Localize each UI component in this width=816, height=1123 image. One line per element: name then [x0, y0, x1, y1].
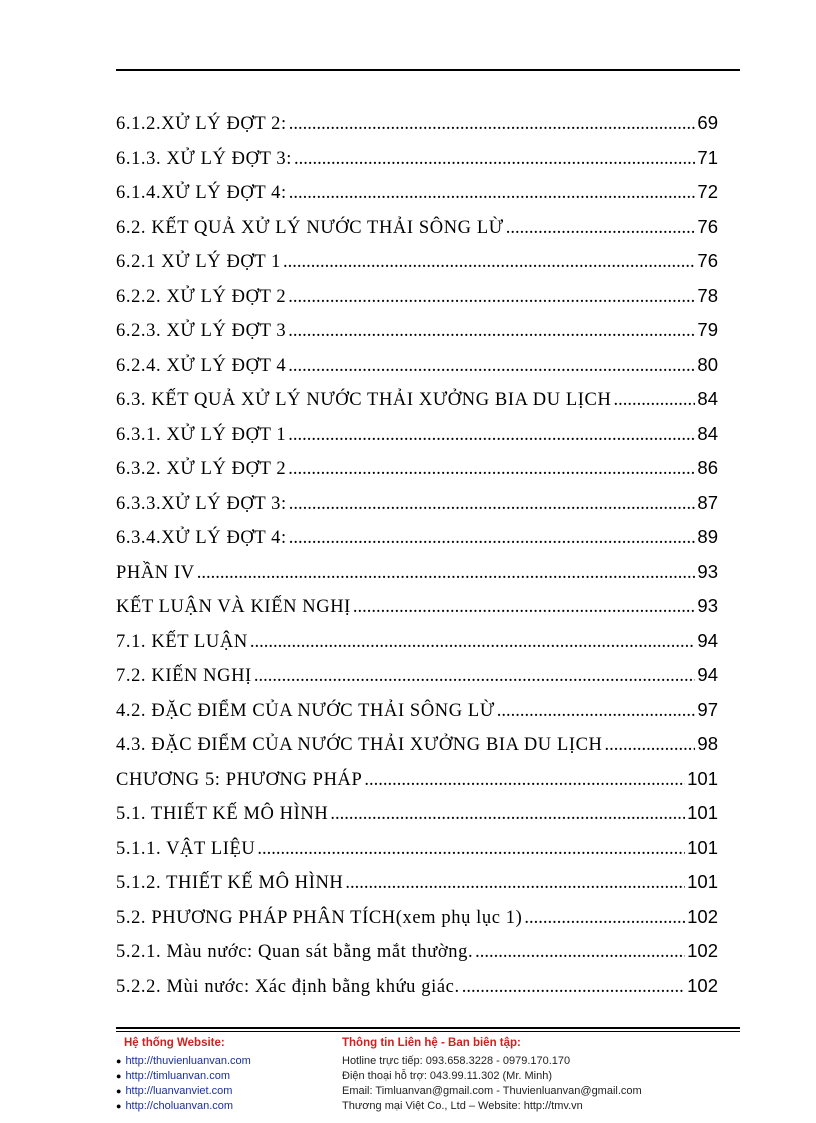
toc-entry-title: 6.3.2. XỬ LÝ ĐỢT 2: [116, 459, 287, 479]
table-of-contents: [116, 112, 718, 1009]
toc-entry-title: 4.3. ĐẶC ĐIỂM CỦA NƯỚC THẢI XƯỞNG BIA DU LỊCH: [116, 735, 603, 755]
bullet-icon: ●: [116, 1086, 122, 1096]
toc-entry[interactable]: [116, 975, 718, 1010]
toc-page-number: 101: [687, 836, 718, 858]
toc-entry-title: 6.2.4. XỬ LÝ ĐỢT 4: [116, 355, 287, 376]
toc-entry-title: 6.2.2. XỬ LÝ ĐỢT 2: [116, 286, 287, 307]
toc-entry[interactable]: [116, 112, 718, 147]
toc-dot-leader: [605, 735, 696, 756]
toc-entry[interactable]: [116, 664, 718, 699]
toc-page-number: 102: [687, 940, 718, 961]
toc-entry[interactable]: [116, 630, 718, 665]
toc-dot-leader: [197, 563, 696, 584]
toc-entry-title: CHƯƠNG 5: PHƯƠNG PHÁP: [116, 769, 363, 790]
website-list: [116, 1037, 326, 1114]
toc-page-number: 94: [697, 664, 718, 685]
toc-dot-leader: [289, 494, 696, 515]
toc-entry[interactable]: [116, 802, 718, 837]
toc-entry-title: 6.3.4.XỬ LÝ ĐỢT 4:: [116, 528, 287, 548]
toc-page-number: 71: [697, 146, 718, 168]
footer-rule-thin: [116, 1031, 740, 1032]
toc-page-number: 102: [687, 974, 718, 996]
toc-entry[interactable]: [116, 940, 718, 975]
toc-page-number: 69: [697, 112, 718, 133]
toc-page-number: 98: [697, 733, 718, 754]
toc-dot-leader: [364, 770, 685, 791]
toc-page-number: 101: [687, 871, 718, 892]
toc-page-number: 102: [687, 905, 718, 927]
bullet-icon: ●: [116, 1071, 122, 1081]
contact-phone: Điện thoại hỗ trợ: 043.99.11.302 (Mr. Minh): [342, 1070, 553, 1082]
toc-dot-leader: [353, 597, 696, 618]
toc-page-number: 93: [697, 560, 718, 582]
toc-entry[interactable]: [116, 699, 718, 734]
toc-dot-leader: [462, 977, 685, 998]
toc-entry-title: 5.2.2. Mùi nước: Xác định bằng khứu giác.: [116, 976, 460, 997]
contact-title: Thông tin Liên hệ - Ban biên tập:: [342, 1037, 521, 1049]
toc-page-number: 87: [697, 491, 718, 513]
toc-entry[interactable]: [116, 561, 718, 596]
toc-entry[interactable]: [116, 768, 718, 803]
toc-page-number: 89: [697, 526, 718, 547]
toc-dot-leader: [345, 873, 685, 894]
toc-page-number: 97: [697, 698, 718, 720]
bullet-icon: ●: [116, 1101, 122, 1111]
toc-entry[interactable]: [116, 216, 718, 251]
toc-entry-title: 5.1.1. VẬT LIỆU: [116, 838, 256, 859]
toc-entry[interactable]: [116, 147, 718, 182]
toc-dot-leader: [289, 114, 696, 135]
toc-dot-leader: [524, 908, 685, 929]
toc-entry[interactable]: [116, 526, 718, 561]
contact-hotline: Hotline trực tiếp: 093.658.3228 - 0979.170.170: [342, 1055, 571, 1067]
toc-dot-leader: [294, 149, 695, 170]
toc-page-number: 101: [687, 767, 718, 789]
toc-page-number: 93: [697, 595, 718, 616]
toc-page-number: 86: [697, 457, 718, 478]
header-rule: [116, 69, 740, 71]
contact-info: [342, 1037, 742, 1114]
toc-entry-title: 7.1. KẾT LUẬN: [116, 631, 248, 652]
toc-entry-title: 6.1.2.XỬ LÝ ĐỢT 2:: [116, 114, 287, 134]
toc-dot-leader: [289, 183, 696, 204]
toc-dot-leader: [330, 804, 685, 825]
toc-dot-leader: [288, 459, 695, 480]
toc-entry[interactable]: [116, 837, 718, 872]
toc-entry-title: 7.2. KIẾN NGHỊ: [116, 666, 252, 686]
bullet-icon: ●: [116, 1056, 122, 1066]
toc-dot-leader: [257, 839, 685, 860]
toc-page-number: 101: [687, 802, 718, 823]
contact-company: Thương mại Việt Co., Ltd – Website: http://tmv.vn: [342, 1100, 583, 1112]
toc-dot-leader: [250, 632, 696, 653]
toc-entry-title: 6.2.1 XỬ LÝ ĐỢT 1: [116, 252, 282, 272]
toc-entry[interactable]: [116, 354, 718, 389]
toc-entry[interactable]: [116, 906, 718, 941]
toc-dot-leader: [288, 425, 695, 446]
toc-entry-title: 6.2. KẾT QUẢ XỬ LÝ NƯỚC THẢI SÔNG LỪ: [116, 217, 504, 238]
website-link[interactable]: ● http://timluanvan.com: [116, 1070, 230, 1082]
toc-entry[interactable]: [116, 250, 718, 285]
toc-entry-title: 6.2.3. XỬ LÝ ĐỢT 3: [116, 321, 287, 341]
toc-entry[interactable]: [116, 285, 718, 320]
contact-email: Email: Timluanvan@gmail.com - Thuvienluanvan@gmail.com: [342, 1085, 642, 1097]
toc-entry-title: 6.3.3.XỬ LÝ ĐỢT 3:: [116, 493, 287, 514]
toc-page-number: 72: [697, 181, 718, 202]
toc-dot-leader: [288, 321, 695, 342]
toc-page-number: 94: [697, 629, 718, 651]
toc-entry-title: 6.1.3. XỬ LÝ ĐỢT 3:: [116, 148, 292, 169]
toc-page-number: 79: [697, 319, 718, 340]
toc-entry-title: KẾT LUẬN VÀ KIẾN NGHỊ: [116, 597, 351, 617]
toc-dot-leader: [254, 666, 696, 687]
toc-entry[interactable]: [116, 733, 718, 768]
toc-dot-leader: [283, 252, 695, 273]
toc-entry-title: 5.1.2. THIẾT KẾ MÔ HÌNH: [116, 873, 344, 893]
toc-entry[interactable]: [116, 319, 718, 354]
toc-entry[interactable]: [116, 595, 718, 630]
toc-entry-title: 5.2. PHƯƠNG PHÁP PHÂN TÍCH(xem phụ lục 1): [116, 907, 523, 928]
toc-entry-title: 4.2. ĐẶC ĐIỂM CỦA NƯỚC THẢI SÔNG LỪ: [116, 700, 495, 721]
toc-page-number: 80: [697, 353, 718, 375]
toc-entry-title: 6.1.4.XỬ LÝ ĐỢT 4:: [116, 183, 287, 203]
toc-dot-leader: [288, 356, 695, 377]
toc-entry[interactable]: [116, 492, 718, 527]
toc-dot-leader: [613, 390, 695, 411]
toc-entry[interactable]: [116, 423, 718, 458]
toc-entry[interactable]: [116, 457, 718, 492]
toc-entry[interactable]: [116, 181, 718, 216]
toc-dot-leader: [506, 218, 696, 239]
toc-dot-leader: [497, 701, 696, 722]
toc-entry-title: PHẦN IV: [116, 562, 195, 583]
toc-dot-leader: [288, 287, 695, 308]
website-link[interactable]: ● http://luanvanviet.com: [116, 1085, 233, 1097]
toc-page-number: 84: [697, 388, 718, 409]
toc-page-number: 76: [697, 250, 718, 271]
footer-rule: [116, 1027, 740, 1029]
toc-entry-title: 5.1. THIẾT KẾ MÔ HÌNH: [116, 804, 329, 824]
toc-entry-title: 6.3.1. XỬ LÝ ĐỢT 1: [116, 424, 287, 445]
toc-dot-leader: [289, 528, 696, 549]
toc-page-number: 78: [697, 284, 718, 306]
website-link[interactable]: ● http://choluanvan.com: [116, 1100, 234, 1112]
website-link[interactable]: ● http://thuvienluanvan.com: [116, 1055, 251, 1067]
toc-page-number: 84: [697, 422, 718, 444]
toc-entry[interactable]: [116, 871, 718, 906]
websites-title: Hệ thống Website:: [124, 1037, 225, 1049]
toc-page-number: 76: [697, 215, 718, 237]
toc-entry[interactable]: [116, 388, 718, 423]
toc-entry-title: 6.3. KẾT QUẢ XỬ LÝ NƯỚC THẢI XƯỞNG BIA DU LỊCH: [116, 390, 612, 410]
toc-dot-leader: [475, 942, 685, 963]
toc-entry-title: 5.2.1. Màu nước: Quan sát bằng mắt thường.: [116, 942, 474, 962]
